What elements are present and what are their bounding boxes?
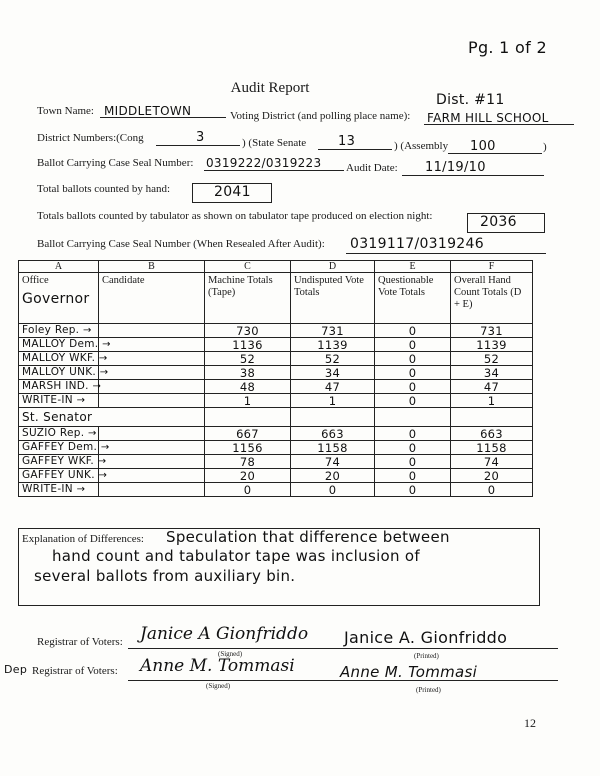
blank-cell bbox=[99, 441, 205, 455]
questionable-total-cell: 0 bbox=[375, 366, 451, 380]
arrow-icon: → bbox=[76, 484, 86, 495]
arrow-icon: → bbox=[76, 395, 86, 406]
candidate-cell bbox=[19, 324, 99, 338]
hand-count-total-cell: 34 bbox=[451, 366, 533, 380]
tabulator-value: 2036 bbox=[480, 214, 517, 230]
table-row bbox=[19, 338, 533, 352]
assembly-close: ) bbox=[543, 141, 547, 153]
candidate-cell bbox=[19, 455, 107, 469]
deputy-printed-caption: (Printed) bbox=[416, 686, 441, 694]
candidate-cell bbox=[19, 338, 111, 352]
seal-value: 0319222/0319223 bbox=[206, 156, 322, 170]
vote-count-table bbox=[18, 260, 533, 497]
questionable-total-cell: 0 bbox=[375, 380, 451, 394]
undisputed-total-cell: 47 bbox=[291, 380, 375, 394]
page-number: 12 bbox=[524, 716, 536, 730]
blank-cell bbox=[99, 380, 205, 394]
blank-cell bbox=[99, 352, 205, 366]
arrow-icon: → bbox=[99, 367, 109, 378]
registrar-printed-caption: (Printed) bbox=[414, 652, 439, 660]
candidate-name: MALLOY WKF. bbox=[22, 352, 96, 364]
column-letter: F bbox=[451, 261, 533, 273]
assembly-value: 100 bbox=[470, 139, 496, 154]
explanation-line-3: several ballots from auxiliary bin. bbox=[34, 567, 296, 585]
registrar-signature: Janice A Gionfriddo bbox=[140, 624, 309, 644]
column-letter: B bbox=[99, 261, 205, 273]
undisputed-total-cell: 0 bbox=[291, 483, 375, 497]
machine-total-cell: 1136 bbox=[205, 338, 291, 352]
candidate-cell bbox=[19, 483, 99, 497]
candidate-cell bbox=[19, 380, 102, 394]
table-row bbox=[19, 455, 533, 469]
arrow-icon: → bbox=[100, 442, 110, 453]
hand-count-total-cell: 74 bbox=[451, 455, 533, 469]
undisputed-total-cell: 663 bbox=[291, 427, 375, 441]
blank-cell bbox=[99, 324, 205, 338]
machine-total-cell: 38 bbox=[205, 366, 291, 380]
town-label: Town Name: bbox=[37, 105, 94, 117]
hand-count-total-cell: 52 bbox=[451, 352, 533, 366]
column-letter: D bbox=[291, 261, 375, 273]
machine-total-cell: 667 bbox=[205, 427, 291, 441]
candidate-name: Foley Rep. bbox=[22, 324, 80, 336]
candidate-cell bbox=[19, 469, 108, 483]
undisputed-total-cell: 52 bbox=[291, 352, 375, 366]
undisputed-totals-header: Undisputed Vote Totals bbox=[291, 273, 375, 324]
questionable-total-cell: 0 bbox=[375, 441, 451, 455]
undisputed-total-cell: 1 bbox=[291, 394, 375, 408]
office-st-senator: St. Senator bbox=[19, 408, 205, 427]
hand-count-total-cell: 1 bbox=[451, 394, 533, 408]
candidate-name: MARSH IND. bbox=[22, 380, 89, 392]
arrow-icon: → bbox=[88, 428, 97, 439]
blank-cell bbox=[99, 338, 205, 352]
column-letter: E bbox=[375, 261, 451, 273]
candidate-name: SUZIO Rep. bbox=[22, 427, 85, 439]
candidate-cell bbox=[19, 366, 109, 380]
arrow-icon: → bbox=[98, 470, 108, 481]
tabulator-label: Totals ballots counted by tabulator as shown on tabulator tape produced on election night: bbox=[37, 210, 433, 222]
deputy-signed-caption: (Signed) bbox=[206, 682, 231, 690]
table-row bbox=[19, 366, 533, 380]
hand-count-total-cell: 663 bbox=[451, 427, 533, 441]
page-title: Audit Report bbox=[230, 80, 310, 96]
arrow-icon: → bbox=[92, 381, 102, 392]
machine-total-cell: 730 bbox=[205, 324, 291, 338]
machine-total-cell: 1 bbox=[205, 394, 291, 408]
office-header bbox=[19, 273, 99, 324]
registrar-label: Registrar of Voters: bbox=[37, 636, 123, 648]
district-value: FARM HILL SCHOOL bbox=[427, 111, 549, 125]
candidate-name: GAFFEY Dem. bbox=[22, 441, 98, 453]
questionable-total-cell: 0 bbox=[375, 394, 451, 408]
candidate-name: WRITE-IN bbox=[22, 394, 73, 406]
arrow-icon: → bbox=[102, 339, 111, 350]
candidate-name: GAFFEY UNK. bbox=[22, 469, 95, 481]
candidate-name: GAFFEY WKF. bbox=[22, 455, 95, 467]
senate-label: ) (State Senate bbox=[242, 137, 307, 149]
audit-date-label: Audit Date: bbox=[346, 162, 398, 174]
undisputed-total-cell: 20 bbox=[291, 469, 375, 483]
table-row bbox=[19, 483, 533, 497]
hand-count-total-cell: 1139 bbox=[451, 338, 533, 352]
explanation-line-1: Speculation that difference between bbox=[166, 528, 450, 546]
district-label: Voting District (and polling place name): bbox=[230, 110, 411, 122]
candidate-cell bbox=[19, 394, 99, 408]
blank-cell bbox=[99, 455, 205, 469]
deputy-prefix: Dep bbox=[4, 663, 28, 676]
table-row bbox=[19, 380, 533, 394]
questionable-totals-header: Questionable Vote Totals bbox=[375, 273, 451, 324]
column-letter: A bbox=[19, 261, 99, 273]
questionable-total-cell: 0 bbox=[375, 352, 451, 366]
candidate-header: Candidate bbox=[99, 273, 205, 324]
overall-hand-count-header: Overall Hand Count Totals (D + E) bbox=[451, 273, 533, 324]
machine-total-cell: 0 bbox=[205, 483, 291, 497]
machine-total-cell: 48 bbox=[205, 380, 291, 394]
undisputed-total-cell: 1139 bbox=[291, 338, 375, 352]
arrow-icon: → bbox=[82, 325, 92, 336]
cong-value: 3 bbox=[196, 130, 205, 145]
hand-count-label: Total ballots counted by hand: bbox=[37, 183, 171, 195]
candidate-cell bbox=[19, 352, 108, 366]
arrow-icon: → bbox=[98, 353, 108, 364]
machine-total-cell: 1156 bbox=[205, 441, 291, 455]
questionable-total-cell: 0 bbox=[375, 483, 451, 497]
blank-cell bbox=[99, 394, 205, 408]
candidate-name: WRITE-IN bbox=[22, 483, 73, 495]
column-headers-row bbox=[19, 273, 533, 324]
blank-cell bbox=[99, 483, 205, 497]
undisputed-total-cell: 731 bbox=[291, 324, 375, 338]
page-count-note: Pg. 1 of 2 bbox=[468, 38, 547, 57]
hand-count-total-cell: 20 bbox=[451, 469, 533, 483]
blank-cell bbox=[99, 427, 205, 441]
registrar-signed-caption: (Signed) bbox=[218, 650, 243, 658]
office-governor: Governor bbox=[22, 291, 90, 307]
undisputed-total-cell: 1158 bbox=[291, 441, 375, 455]
questionable-total-cell: 0 bbox=[375, 469, 451, 483]
district-number: Dist. #11 bbox=[436, 92, 505, 108]
column-letters-row bbox=[19, 261, 533, 273]
office-header-label: Office bbox=[22, 275, 49, 286]
candidate-name: MALLOY UNK. bbox=[22, 366, 97, 378]
audit-date-value: 11/19/10 bbox=[425, 160, 486, 175]
table-row bbox=[19, 352, 533, 366]
deputy-registrar-label: Registrar of Voters: bbox=[32, 665, 118, 677]
undisputed-total-cell: 34 bbox=[291, 366, 375, 380]
table-row bbox=[19, 469, 533, 483]
table-row bbox=[19, 394, 533, 408]
column-letter: C bbox=[205, 261, 291, 273]
district-numbers-label: District Numbers:(Cong bbox=[37, 132, 144, 144]
senate-value: 13 bbox=[338, 134, 356, 149]
questionable-total-cell: 0 bbox=[375, 455, 451, 469]
arrow-icon: → bbox=[97, 456, 107, 467]
registrar-printed-name: Janice A. Gionfriddo bbox=[344, 628, 508, 647]
undisputed-total-cell: 74 bbox=[291, 455, 375, 469]
deputy-printed-name: Anne M. Tommasi bbox=[340, 663, 478, 681]
table-row bbox=[19, 427, 533, 441]
reseal-label: Ballot Carrying Case Seal Number (When Resealed After Audit): bbox=[37, 238, 325, 250]
explanation-label: Explanation of Differences: bbox=[22, 533, 144, 545]
seal-label: Ballot Carrying Case Seal Number: bbox=[37, 157, 194, 169]
blank-cell bbox=[99, 366, 205, 380]
hand-count-total-cell: 47 bbox=[451, 380, 533, 394]
explanation-line-2: hand count and tabulator tape was inclusion of bbox=[52, 547, 420, 565]
hand-count-total-cell: 1158 bbox=[451, 441, 533, 455]
hand-count-total-cell: 0 bbox=[451, 483, 533, 497]
questionable-total-cell: 0 bbox=[375, 338, 451, 352]
candidate-cell bbox=[19, 441, 110, 455]
machine-totals-header: Machine Totals (Tape) bbox=[205, 273, 291, 324]
blank-cell bbox=[99, 469, 205, 483]
hand-count-value: 2041 bbox=[214, 184, 251, 200]
deputy-signature: Anne M. Tommasi bbox=[140, 656, 295, 676]
town-value: MIDDLETOWN bbox=[104, 104, 192, 118]
machine-total-cell: 52 bbox=[205, 352, 291, 366]
hand-count-total-cell: 731 bbox=[451, 324, 533, 338]
machine-total-cell: 78 bbox=[205, 455, 291, 469]
questionable-total-cell: 0 bbox=[375, 324, 451, 338]
candidate-name: MALLOY Dem. bbox=[22, 338, 99, 350]
reseal-value: 0319117/0319246 bbox=[350, 236, 484, 252]
questionable-total-cell: 0 bbox=[375, 427, 451, 441]
machine-total-cell: 20 bbox=[205, 469, 291, 483]
assembly-label: ) (Assembly bbox=[394, 140, 449, 152]
table-row bbox=[19, 441, 533, 455]
table-row bbox=[19, 324, 533, 338]
candidate-cell bbox=[19, 427, 99, 441]
office-section-row bbox=[19, 408, 533, 427]
